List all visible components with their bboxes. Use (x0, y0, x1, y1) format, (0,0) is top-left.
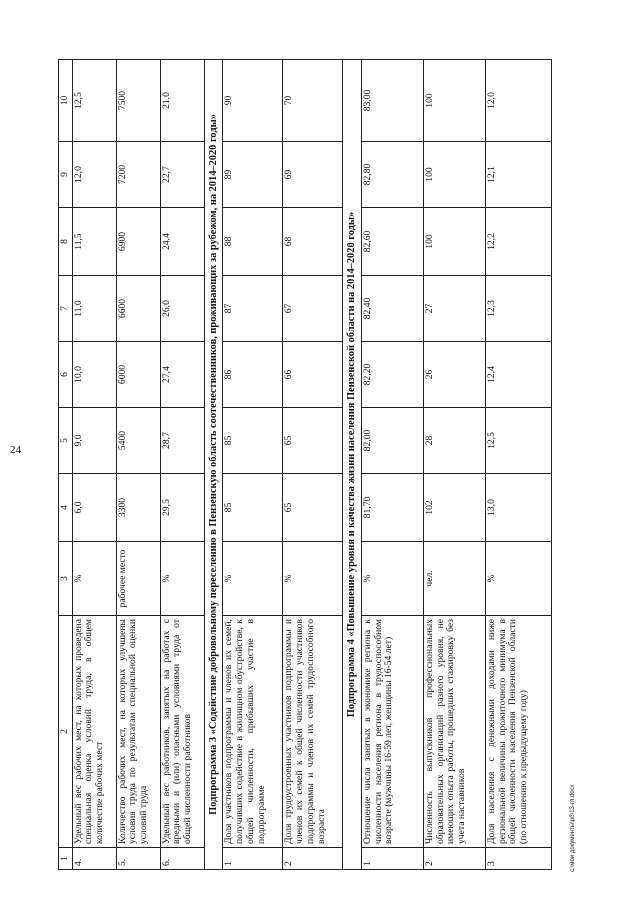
value-cell: 10,0 (72, 342, 116, 408)
header-cell: 2 (59, 616, 73, 848)
value-cell: 6900 (116, 208, 160, 276)
row-index: 4. (72, 848, 116, 870)
value-cell: 68 (283, 208, 343, 276)
indicator-description: Удельный вес работников, занятых на работах с вредными и (или) опасными условиями труда от общей численности работников (160, 616, 204, 848)
subprogram-title: Подпрограмма 3 «Содействие добровольному переселению в Пензенскую область соотечественников, проживающих за рубежом, на 2014–2020 годы» (204, 60, 223, 870)
unit-cell: % (160, 542, 204, 616)
value-cell: 82,20 (362, 342, 424, 408)
value-cell: 5400 (116, 408, 160, 474)
value-cell: 82,60 (362, 208, 424, 276)
value-cell: 9,0 (72, 408, 116, 474)
table-row (72, 60, 116, 870)
value-cell: 21,0 (160, 60, 204, 142)
indicators-table (58, 59, 552, 870)
value-cell: 87 (223, 276, 283, 342)
value-cell: 102 (424, 474, 486, 542)
value-cell: 67 (283, 276, 343, 342)
header-cell: 9 (59, 142, 73, 208)
value-cell: 70 (283, 60, 343, 142)
value-cell: 26,0 (160, 276, 204, 342)
indicator-description: Доля населения с денежными доходами ниже региональной величины прожиточного минимума в общей численности населения Пензенской области (по отношению к предыдущему году) (486, 616, 552, 848)
file-path-note: c:\мои документы\рб\13-гп.docx (570, 784, 576, 872)
table-body (59, 60, 552, 870)
table-row (486, 60, 552, 870)
value-cell: 12,2 (486, 208, 552, 276)
value-cell: 6000 (116, 342, 160, 408)
indicator-description: Удельный вес рабочих мест, на которых проведена специальная оценка условий труда, в общем количестве рабочих мест (72, 616, 116, 848)
table-row (223, 60, 283, 870)
unit-cell: % (283, 542, 343, 616)
value-cell: 11,5 (72, 208, 116, 276)
header-cell: 8 (59, 208, 73, 276)
row-index: 5. (116, 848, 160, 870)
header-cell: 4 (59, 474, 73, 542)
value-cell: 27,4 (160, 342, 204, 408)
value-cell: 90 (223, 60, 283, 142)
value-cell: 13,0 (486, 474, 552, 542)
value-cell: 26 (424, 342, 486, 408)
value-cell: 88 (223, 208, 283, 276)
value-cell: 29,5 (160, 474, 204, 542)
value-cell: 81,70 (362, 474, 424, 542)
table-row (283, 60, 343, 870)
indicator-description: Доля трудоустроенных участников подпрограммы и членов их семей к общей численности участников подпрограммы и членов их семей трудоспособного возраста (283, 616, 343, 848)
unit-cell: % (486, 542, 552, 616)
subprogram-heading-row (343, 60, 362, 870)
header-cell: 6 (59, 342, 73, 408)
value-cell: 89 (223, 142, 283, 208)
value-cell: 7500 (116, 60, 160, 142)
value-cell: 12,0 (72, 142, 116, 208)
indicator-description: Отношение числа занятых в экономике региона к численности населения региона в трудоспособном возрасте (мужчины 16-59 лет, женщины 16-54 лет) (362, 616, 424, 848)
subprogram-title: Подпрограмма 4 «Повышение уровня и качества жизни населения Пензенской области на 2014–2020 годы» (343, 60, 362, 870)
header-row (59, 60, 73, 870)
value-cell: 12,4 (486, 342, 552, 408)
header-cell: 10 (59, 60, 73, 142)
value-cell: 82,00 (362, 408, 424, 474)
unit-cell: рабочее место (116, 542, 160, 616)
value-cell: 66 (283, 342, 343, 408)
subprogram-heading-row (204, 60, 223, 870)
unit-cell: чел. (424, 542, 486, 616)
row-index: 2 (283, 848, 343, 870)
value-cell: 82,40 (362, 276, 424, 342)
value-cell: 28,7 (160, 408, 204, 474)
header-cell: 5 (59, 408, 73, 474)
row-index: 3 (486, 848, 552, 870)
value-cell: 12,5 (486, 408, 552, 474)
header-cell: 3 (59, 542, 73, 616)
value-cell: 100 (424, 208, 486, 276)
value-cell: 85 (223, 408, 283, 474)
value-cell: 22,7 (160, 142, 204, 208)
value-cell: 24,4 (160, 208, 204, 276)
table-row (160, 60, 204, 870)
value-cell: 82,80 (362, 142, 424, 208)
value-cell: 12,0 (486, 60, 552, 142)
value-cell: 7200 (116, 142, 160, 208)
value-cell: 85 (223, 474, 283, 542)
value-cell: 27 (424, 276, 486, 342)
rotated-page-content (58, 60, 606, 870)
indicator-description: Количество рабочих мест, на которых улучшены условия труда по результатам специальной оценки условий труда (116, 616, 160, 848)
value-cell: 12,3 (486, 276, 552, 342)
table-row (116, 60, 160, 870)
value-cell: 65 (283, 474, 343, 542)
indicator-description: Доля участников подпрограммы и членов их семей, получивших содействие в жилищном обустройстве, к общей численности, прибывших участие в подпрограмме (223, 616, 283, 848)
value-cell: 6,0 (72, 474, 116, 542)
unit-cell: % (223, 542, 283, 616)
value-cell: 100 (424, 142, 486, 208)
row-index: 2 (424, 848, 486, 870)
value-cell: 12,1 (486, 142, 552, 208)
row-index: 1 (362, 848, 424, 870)
value-cell: 65 (283, 408, 343, 474)
value-cell: 83,00 (362, 60, 424, 142)
value-cell: 3300 (116, 474, 160, 542)
unit-cell: % (72, 542, 116, 616)
table-row (424, 60, 486, 870)
header-cell: 7 (59, 276, 73, 342)
value-cell: 69 (283, 142, 343, 208)
header-cell: 1 (59, 848, 73, 870)
value-cell: 86 (223, 342, 283, 408)
value-cell: 12,5 (72, 60, 116, 142)
value-cell: 28 (424, 408, 486, 474)
value-cell: 6600 (116, 276, 160, 342)
row-index: 1 (223, 848, 283, 870)
unit-cell: % (362, 542, 424, 616)
page-number: 24 (10, 444, 21, 456)
value-cell: 100 (424, 60, 486, 142)
indicator-description: Численность выпускников профессиональных образовательных организаций разного уровня, не имеющих опыта работы, прошедших стажировку без учета наставников (424, 616, 486, 848)
value-cell: 11,0 (72, 276, 116, 342)
table-row (362, 60, 424, 870)
row-index: 6. (160, 848, 204, 870)
